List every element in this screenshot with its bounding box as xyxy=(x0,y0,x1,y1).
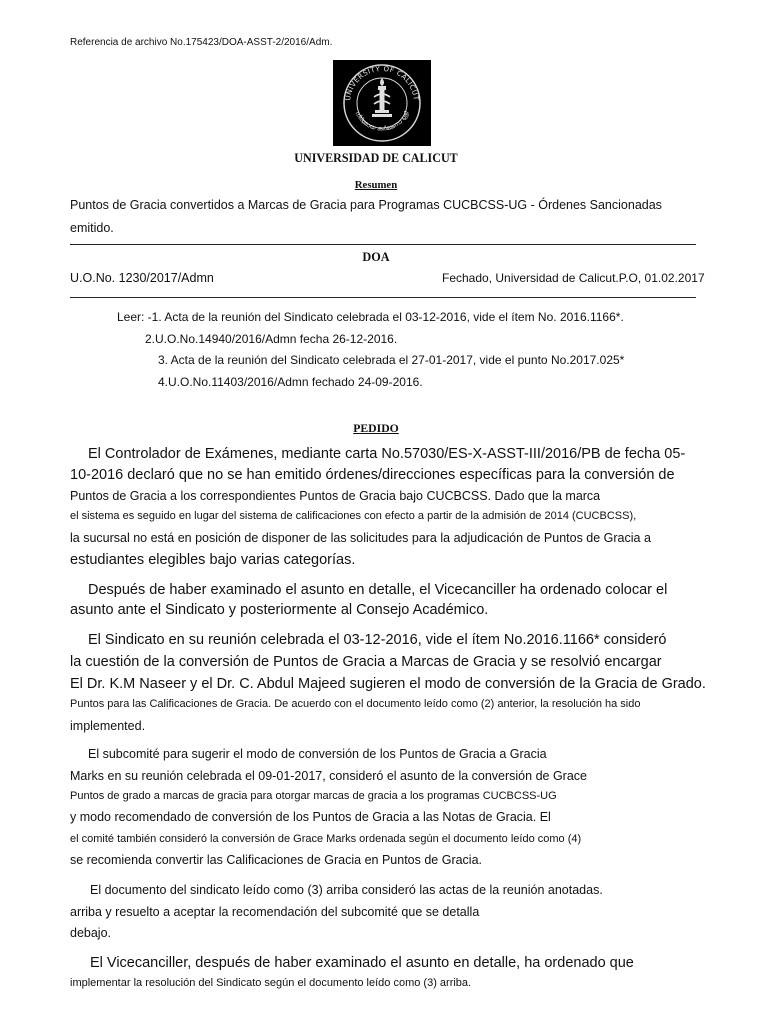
divider xyxy=(70,244,696,245)
order-text-line: la sucursal no está en posición de disponer de las solicitudes para la adjudicación de Puntos de Gracia a xyxy=(70,531,651,545)
file-reference: Referencia de archivo No.175423/DOA-ASST-2/2016/Adm. xyxy=(70,37,333,48)
order-text-line: Marks en su reunión celebrada el 09-01-2017, consideró el asunto de la conversión de Grace xyxy=(70,769,587,783)
read-item: 4.U.O.No.11403/2016/Admn fechado 24-09-2016. xyxy=(158,375,423,389)
order-date: Fechado, Universidad de Calicut.P.O, 01.02.2017 xyxy=(442,271,705,285)
subject-line: emitido. xyxy=(70,221,114,235)
order-text-line: se recomienda convertir las Calificaciones de Gracia en Puntos de Gracia. xyxy=(70,853,483,867)
order-text-line: la cuestión de la conversión de Puntos de Gracia a Marcas de Gracia y se resolvió encargar xyxy=(70,654,662,670)
order-text-line: Puntos de grado a marcas de gracia para otorgar marcas de gracia a los programas CUCBCSS-UG xyxy=(70,790,557,802)
order-heading: PEDIDO xyxy=(353,421,399,435)
svg-text:നിർമ്മായ കർമ്മണാ ശ്രീ xyxy=(353,110,411,133)
read-item: 3. Acta de la reunión del Sindicato celebrada el 27-01-2017, vide el punto No.2017.025* xyxy=(158,353,625,367)
order-text-line: arriba y resuelto a aceptar la recomendación del subcomité que se detalla xyxy=(70,905,480,919)
order-text-line: El Vicecanciller, después de haber examinado el asunto en detalle, ha ordenado que xyxy=(90,955,634,971)
divider xyxy=(70,297,696,298)
order-text-line: y modo recomendado de conversión de los Puntos de Gracia a las Notas de Gracia. El xyxy=(70,810,551,824)
order-text-line: 10-2016 declaró que no se han emitido órdenes/direcciones específicas para la conversión de xyxy=(70,467,675,483)
order-text-line: El subcomité para sugerir el modo de conversión de los Puntos de Gracia a Gracia xyxy=(88,747,547,761)
university-name: UNIVERSIDAD DE CALICUT xyxy=(294,151,458,165)
summary-heading: Resumen xyxy=(354,179,398,191)
order-text-line: El documento del sindicato leído como (3) arriba consideró las actas de la reunión anotadas. xyxy=(90,883,603,897)
order-text-line: asunto ante el Sindicato y posteriormente al Consejo Académico. xyxy=(70,602,489,618)
seal-motto-text: നിർമ്മായ കർമ്മണാ ശ്രീ xyxy=(353,110,411,133)
order-text-line: El Controlador de Exámenes, mediante carta No.57030/ES-X-ASST-III/2016/PB de fecha 05- xyxy=(88,446,686,462)
order-text-line: debajo. xyxy=(70,926,112,940)
university-seal-logo xyxy=(333,60,431,146)
seal-emblem-icon xyxy=(333,60,431,146)
read-item: Leer: -1. Acta de la reunión del Sindicato celebrada el 03-12-2016, vide el ítem No. 2016.1166*. xyxy=(117,310,624,324)
order-text-line: implemented. xyxy=(70,719,146,733)
order-text-line: Después de haber examinado el asunto en detalle, el Vicecanciller ha ordenado colocar el xyxy=(88,582,668,598)
doa-heading: DOA xyxy=(362,250,390,264)
order-text-line: Puntos para las Calificaciones de Gracia. De acuerdo con el documento leído como (2) anterior, la resolución ha sido xyxy=(70,698,641,710)
order-text-line: estudiantes elegibles bajo varias categorías. xyxy=(70,552,356,568)
order-text-line: El Sindicato en su reunión celebrada el 03-12-2016, vide el ítem No.2016.1166* consideró xyxy=(88,632,667,648)
order-text-line: El Dr. K.M Naseer y el Dr. C. Abdul Majeed sugieren el modo de conversión de la Gracia de Grado. xyxy=(70,676,706,692)
order-number: U.O.No. 1230/2017/Admn xyxy=(70,271,214,285)
order-text-line: el sistema es seguido en lugar del sistema de calificaciones con efecto a partir de la admisión de 2014 (CUCBCSS), xyxy=(70,510,637,522)
read-item: 2.U.O.No.14940/2016/Admn fecha 26-12-2016. xyxy=(145,332,398,346)
seal-ring-text: UNIVERSITY OF CALICUT xyxy=(344,64,420,102)
order-text-line: el comité también consideró la conversión de Grace Marks ordenada según el documento leído como (4) xyxy=(70,833,582,845)
order-text-line: implementar la resolución del Sindicato según el documento leído como (3) arriba. xyxy=(70,977,472,989)
subject-line: Puntos de Gracia convertidos a Marcas de Gracia para Programas CUCBCSS-UG - Órdenes Sancionadas xyxy=(70,198,662,212)
order-text-line: Puntos de Gracia a los correspondientes Puntos de Gracia bajo CUCBCSS. Dado que la marca xyxy=(70,489,601,503)
